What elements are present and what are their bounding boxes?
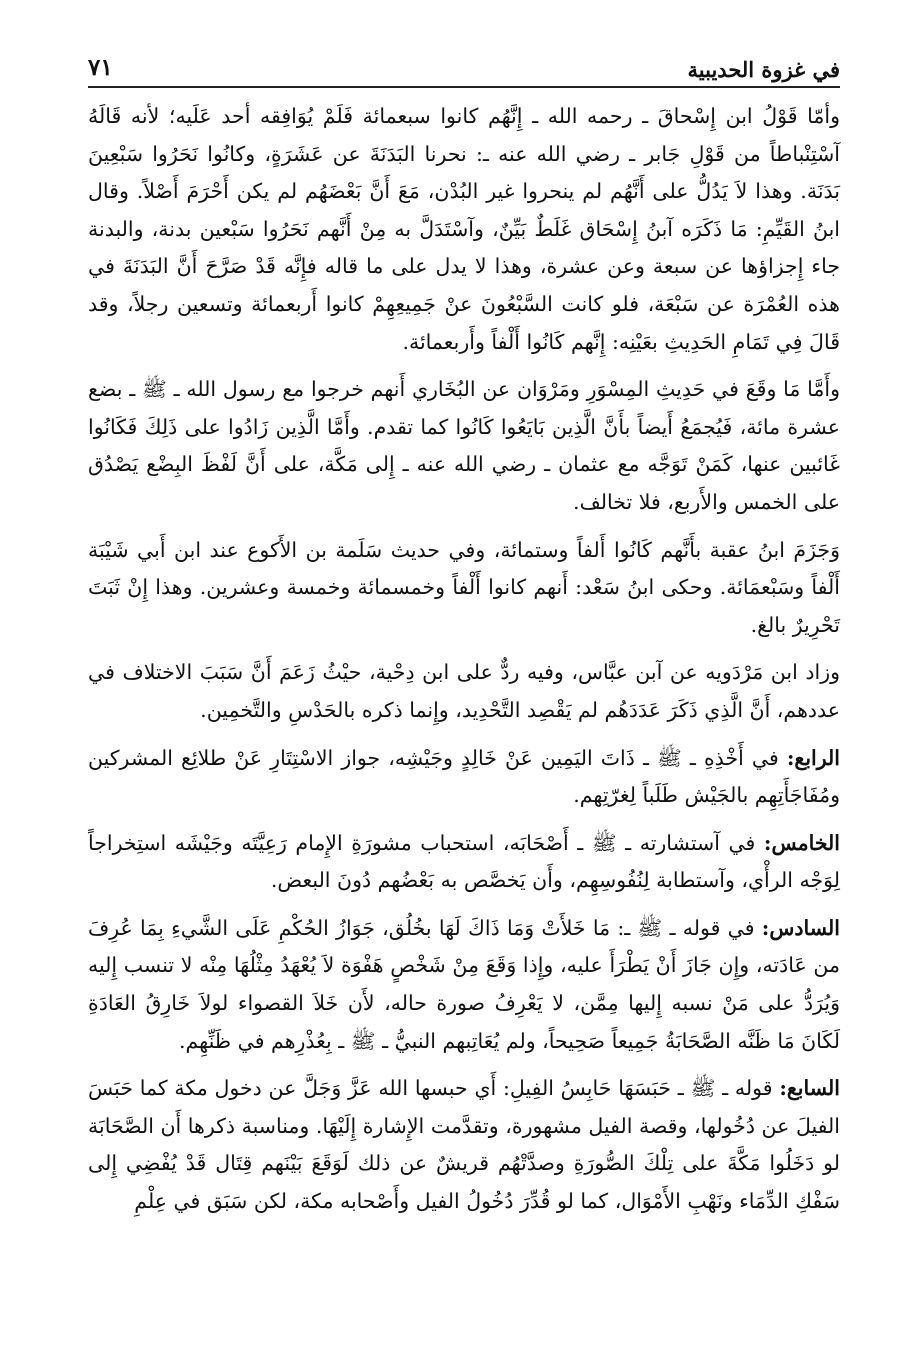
paragraph-ibn-mardawayh: [88, 654, 840, 729]
paragraph-text: وزاد ابن مَرْدَويه عن آبن عبَّاس، وفيه ردٌّ على ابن دِحْية، حيْثُ زَعَمَ أَنَّ سَبَبَ الاختلاف في عددهم، أَنَّ الَّذِي ذَكَرَ عَدَدَهُم لم يَقْصِد التَّحْدِيد، وإِنما ذكره بالحَدْسِ والتَّخمِين.: [88, 660, 840, 722]
paragraph-seventh: [88, 1070, 840, 1220]
paragraph-label: الرابع:: [786, 745, 840, 770]
paragraph-text: في آستشارته ـ ﷺ ـ أَصْحَابَه، استحباب مشورَةِ الإِمام رَعِيَّتَه وجَيْشَه استِخراجاً لِوَجْه الرأْي، وآستطابة لِنُفُوسِهِم، وأَن يَخصَّص به بَعْضُهم دُونَ البعض.: [88, 830, 840, 893]
paragraph-text: في قوله ـ ﷺ ـ: مَا خَلأَتْ وَمَا ذَاكَ لَهَا بخُلُق، جَوَازُ الحُكْمِ عَلَى الشَّيءِ بِمَا عُرِفَ من عَادَته، وإِن جَازَ أَنْ يَطْرَأَ عليه، وإِذا وَقَعَ مِنْ شَخْصٍ هَفْوَة لاَ يُعْهَدُ مِثْلُهَا مِنْه لا تنسب إِليه وَيُرَدُّ على مَنْ نسبه إِليها مِمَّن، لا يَعْرِفُ صورة حاله، لأَن خَلاَ القصواء لولاَ خَارِقُ العَادَةِ لَكَانَ مَا ظَنَّه الصَّحَابَةُ جَمِيعاً صَحِيحاً، ولم يُعَاتِبهم النبيُّ ـ ﷺ ـ بِعُذْرِهم في ظَنِّهِم.: [88, 915, 840, 1053]
page-number: ٧١: [88, 54, 113, 82]
paragraph-miswar: [88, 371, 840, 521]
page-header: [88, 40, 840, 88]
paragraph-fifth: [88, 825, 840, 900]
running-title: في غزوة الحديبية: [687, 56, 840, 82]
paragraph-text: وأمّا قَوْلُ ابن إِسْحاقَ ـ رحمه الله ـ إِنَّهُم كانوا سبعمائة فَلَمْ يُوَافِقه أحد عَلَيه؛ لأنه قَالَهُ آسْتِنْباطاً من قَوْلِ جَابر ـ رضي الله عنه ـ: نحرنا البَدَنَةَ عن عَشَرَةٍ، وكانُوا نَحَرُوا سَبْعِينَ بَدَنَة. وهذا لاَ يَدُلُّ على أَنَّهُم لم ينحروا غير البُدْن، مَعَ أَنَّ بَعْضَهُم لم يكن أَحْرَمَ أَصْلاً. وقال ابنُ القَيِّمِ: مَا ذَكَرَه آبنُ إِسْحَاق غَلَطٌ بَيِّنٌ، وآسْتَدَلَّ به مِنْ أَنَّهم نَحَرُوا سَبْعين بدنة، والبدنة جاء إِجزاؤها عن سبعة وعن عشرة، وهذا لا يدل على ما قاله فإِنَّه قَدْ صَرَّحَ أَنَّ البَدَنَةَ في هذه العُمْرَة عن سَبْعَة، فلو كانت السَّبْعُونَ عنْ جَمِيعِهِمْ كانوا أَربعمائة وتسعين رجلاً، وقد قَالَ فِي تَمَامِ الحَدِيثِ بعَيْنِه: إِنَّهم كَانُوا أَلْفاً وأَربعمائة.: [88, 104, 840, 354]
paragraph-ibn-uqba: [88, 532, 840, 645]
paragraph-text: وأَمَّا مَا وقَعَ في حَدِيثِ المِسْوَرِ ومَرْوَان عن البُخَاري أَنهم خرجوا مع رسول الله ـ ﷺ ـ بضع عشرة مائة، فَيُجمَعُ أَيضاً بأَنَّ الَّذِين بَايَعُوا كَانُوا كما تقدم. وأَمَّا الَّذِين زَادُوا على ذَلِكَ فَكَانُوا غَائبين عنها، كَمَنْ تَوَجَّه مع عثمان ـ رضي الله عنه ـ إِلى مَكَّة، على أَنَّ لَفْظَ البِضْع يَصْدُق على الخمس والأَربع، فلا تخالف.: [88, 377, 840, 514]
paragraph-sixth: [88, 910, 840, 1060]
paragraph-ibn-ishaq: [88, 98, 840, 361]
paragraph-fourth: [88, 740, 840, 815]
paragraph-label: الخامس:: [763, 830, 840, 855]
paragraph-text: وَجَزَمَ ابنُ عقبة بأَنَّهم كَانُوا أَلفاً وستمائة، وفي حديث سَلَمة بن الأَكوع عند ابن أَبي شَيْبَة أَلْفاً وسَبْعمَائة. وحكى ابنُ سَعْد: أَنهم كانوا أَلْفاً وخمسمائة وخمسة وعشرين. وهذا إِنْ ثَبَتَ تَحْرِيرٌ بالغ.: [88, 537, 840, 637]
body-text: [88, 98, 840, 1221]
paragraph-label: السادس:: [761, 915, 840, 940]
paragraph-text: قوله ـ ﷺ ـ حَبَسَهَا حَابِسُ الفِيلِ: أَي حبسها الله عَزَّ وَجَلَّ عن دخول مكة كما حَبَسَ الفيلَ عن دُخُولها، وقصة الفيل مشهورة، وتقدَّمت الإِشارة إِلَيْهَا. ومناسبة ذكرها أَن الصَّحَابَة لو دَخَلُوا مَكَّةَ على تِلْكَ الصُّورَةِ وصدَّتْهُم قريشٌ عن ذلك لَوَقَعَ بَيْنَهم قِتَال قَدْ يُفْضِي إِلى سَفْكِ الدِّمَاء ونَهْبِ الأَمْوَال، كما لو قُدِّرَ دُخُولُ الفيل وأَصْحابه مكة، لكن سَبَق في عِلْمِ: [88, 1076, 840, 1214]
paragraph-label: السابع:: [779, 1076, 840, 1101]
book-page: [88, 40, 840, 1340]
paragraph-text: في أَخْذِهِ ـ ﷺ ـ ذَاتَ اليَمِين عَنْ خَالِدٍ وجَيْشِه، جواز الاسْتِتَارِ عَنْ طلائِع المشركين ومُفَاجَأَتِهِم بالجَيْش طَلَباً لِغرّتِهم.: [88, 745, 840, 808]
